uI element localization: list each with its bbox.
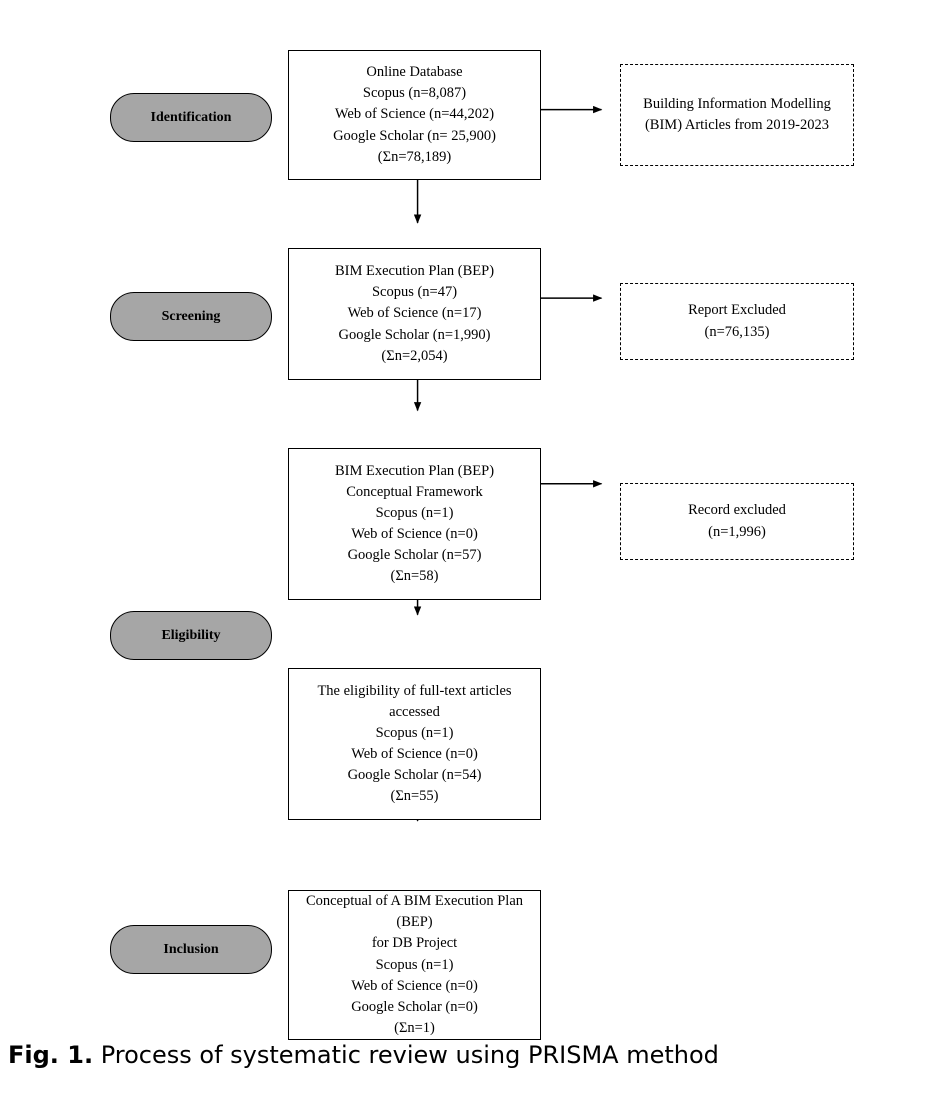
box-line: Scopus (n=8,087) <box>362 85 467 102</box>
online-database-box <box>288 50 541 180</box>
stage-pill-screening <box>110 292 272 341</box>
bim-articles-box <box>620 64 854 166</box>
box-line: Scopus (n=1) <box>375 956 454 973</box>
box-line: Report Excluded <box>688 302 786 319</box>
box-line: Google Scholar (n= 25,900) <box>333 127 496 144</box>
stage-label: Identification <box>150 109 232 125</box>
box-line: Web of Science (n=0) <box>351 977 478 994</box>
box-line: Web of Science (n=44,202) <box>334 106 495 123</box>
box-line: (BEP) <box>396 914 433 931</box>
figure-caption-text: Process of systematic review using PRISMA method <box>93 1041 719 1069</box>
eligibility-fulltext-box <box>288 668 541 820</box>
box-line: (Σn=55) <box>390 788 439 805</box>
box-line: (n=1,996) <box>708 523 766 540</box>
box-line: BIM Execution Plan (BEP) <box>334 462 495 479</box>
box-line: Scopus (n=47) <box>371 284 458 301</box>
box-line: (Σn=2,054) <box>381 347 448 364</box>
box-line: accessed <box>389 703 440 720</box>
box-line: Building Information Modelling <box>643 95 831 112</box>
report-excluded-box <box>620 283 854 360</box>
stage-pill-inclusion <box>110 925 272 974</box>
bep-box <box>288 248 541 380</box>
box-line: Record excluded <box>688 502 786 519</box>
box-line: Google Scholar (n=57) <box>347 547 482 564</box>
stage-pill-identification <box>110 93 272 142</box>
box-line: Conceptual Framework <box>346 483 483 500</box>
box-line: (Σn=78,189) <box>377 148 452 165</box>
box-line: BIM Execution Plan (BEP) <box>334 263 495 280</box>
box-line: Google Scholar (n=54) <box>347 767 482 784</box>
stage-label: Eligibility <box>161 627 221 643</box>
box-line: (BIM) Articles from 2019-2023 <box>644 117 830 133</box>
box-line: for DB Project <box>371 935 458 952</box>
box-line: Google Scholar (n=0) <box>351 998 478 1015</box>
box-line: Scopus (n=1) <box>375 724 454 741</box>
box-line: Online Database <box>366 64 463 81</box>
box-line: Web of Science (n=17) <box>347 305 482 322</box>
figure-label: Fig. 1. <box>8 1041 94 1069</box>
box-line: Scopus (n=1) <box>375 504 454 521</box>
box-line: (Σn=58) <box>390 568 439 585</box>
stage-pill-eligibility <box>110 611 272 660</box>
record-excluded-box <box>620 483 854 560</box>
stage-label: Screening <box>161 308 221 324</box>
box-line: (Σn=1) <box>394 1019 435 1036</box>
box-line: Web of Science (n=0) <box>351 526 478 542</box>
box-line: The eligibility of full-text articles <box>317 682 512 699</box>
stage-label: Inclusion <box>163 941 219 957</box>
box-line: Web of Science (n=0) <box>351 746 478 762</box>
box-line: (n=76,135) <box>704 323 770 340</box>
box-line: Google Scholar (n=1,990) <box>338 326 491 343</box>
conceptual-bep-box <box>288 890 541 1040</box>
figure-caption <box>8 1040 920 1070</box>
bep-conceptual-framework-box <box>288 448 541 600</box>
box-line: Conceptual of A BIM Execution Plan <box>305 893 524 910</box>
